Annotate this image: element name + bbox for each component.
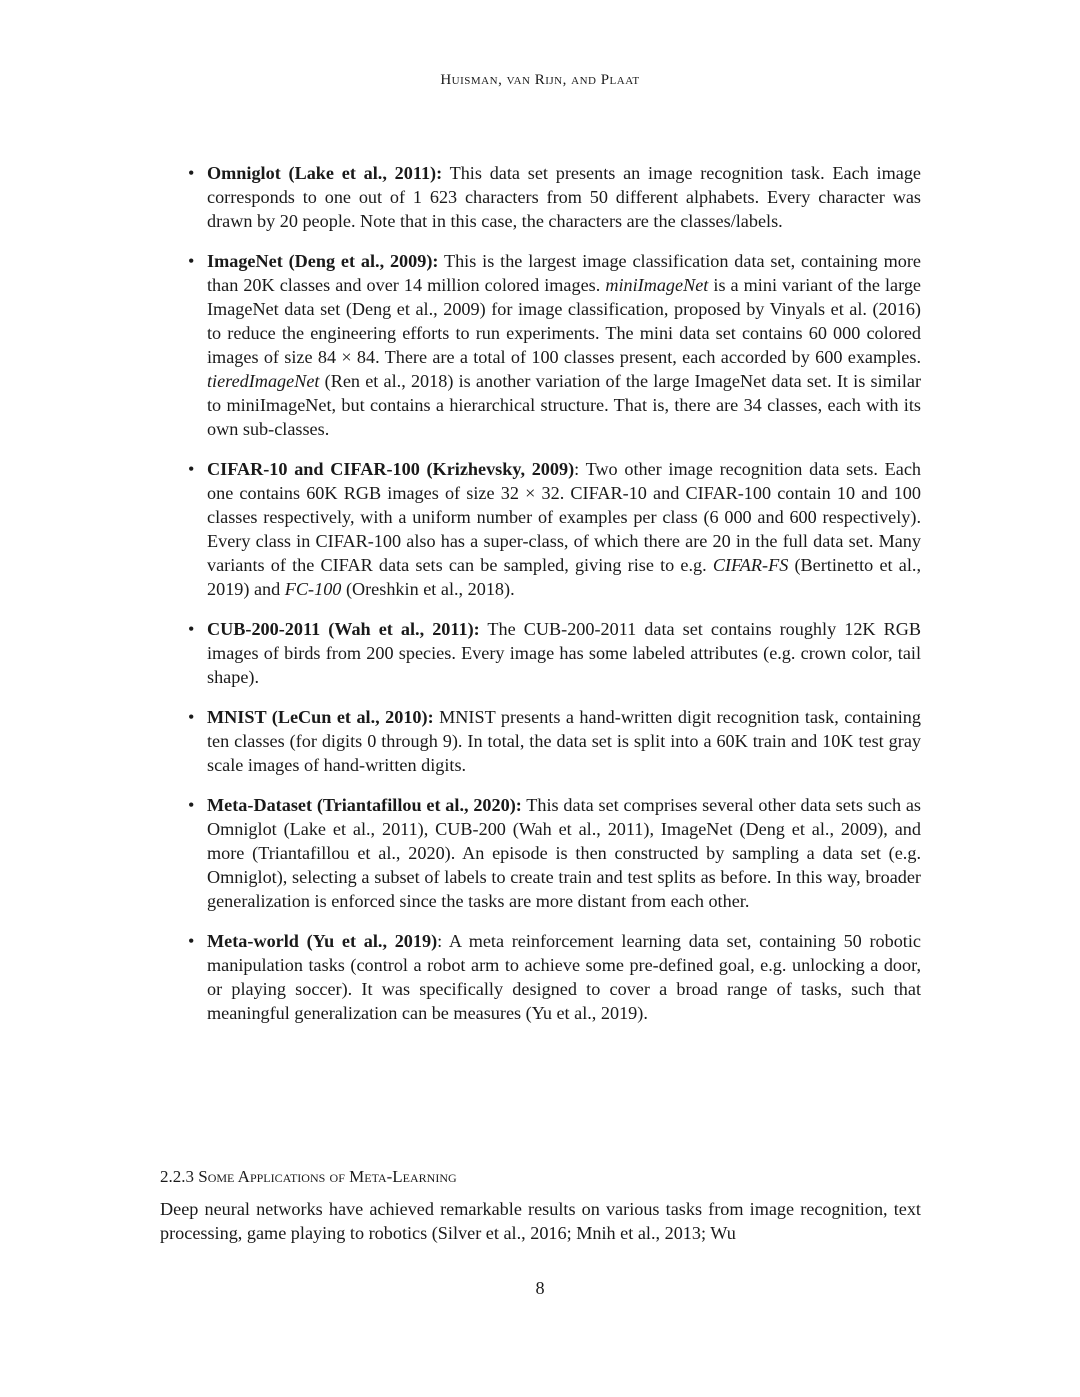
italic-term: miniImageNet [605,275,709,295]
section-heading: 2.2.3 Some Applications of Meta-Learning [160,1167,457,1186]
item-title: Omniglot (Lake et al., 2011): [207,163,443,183]
list-item [160,457,921,601]
body-paragraph: Deep neural networks have achieved remarkable results on various tasks from image recognition, text processing, game playing to robotics (Silver et al., 2016; Mnih et al., 2013; Wu [160,1199,921,1243]
bullet-icon: • [188,931,195,951]
list-item [160,929,921,1025]
item-text: This is the largest image classification data set, containing more than 20K classes and over 14 million colored images. [207,251,921,295]
running-header: Huisman, van Rijn, and Plaat [440,72,640,88]
item-text: is a mini variant of the large ImageNet data set (Deng et al., 2009) for image classification, proposed by Vinyals et al. (2016) to reduce the engineering efforts to run experiments. The mini data set contains 60 000 colored images of size 84 × 84. There are a total of 100 classes present, each accorded by 600 examples. [207,275,921,367]
list-item [160,705,921,777]
item-text: The CUB-200-2011 data set contains roughly 12K RGB images of birds from 200 species. Every image has some labeled attributes (e.g. crown color, tail shape). [207,619,922,687]
page-number: 8 [535,1278,545,1298]
item-text: : A meta reinforcement learning data set, containing 50 robotic manipulation tasks (control a robot arm to achieve some pre-defined goal, e.g. unlocking a door, or playing soccer). It was specifically designed to cover a broad range of tasks, such that meaningful generalization can be measures (Yu et al., 2019). [207,931,921,1023]
item-text: : Two other image recognition data sets. Each one contains 60K RGB images of size 32 × 32. CIFAR-10 and CIFAR-100 contain 10 and 100 classes respectively, with a uniform number of examples per class (6 000 and 600 respectively). Every class in CIFAR-100 also has a super-class, of which there are 20 in the full data set. Many variants of the CIFAR data sets can be sampled, giving rise to e.g. [207,459,921,575]
item-title: CUB-200-2011 (Wah et al., 2011): [207,619,480,639]
bullet-icon: • [188,459,195,479]
bullet-icon: • [188,163,195,183]
italic-term: FC-100 [284,579,342,599]
bullet-icon: • [188,707,195,727]
dataset-list [160,161,921,1041]
bullet-icon: • [188,795,195,815]
list-item [160,161,921,233]
item-title: CIFAR-10 and CIFAR-100 (Krizhevsky, 2009) [207,459,575,479]
item-text: (Bertinetto et al., 2019) and [207,555,921,599]
item-text: This data set comprises several other data sets such as Omniglot (Lake et al., 2011), CUB-200 (Wah et al., 2011), ImageNet (Deng et al., 2009), and more (Triantafillou et al., 2020). An episode is then constructed by sampling a data set (e.g. Omniglot), selecting a subset of labels to create train and test splits as before. In this way, broader generalization is enforced since the tasks are more distant from each other. [207,795,921,911]
item-text: This data set presents an image recognition task. Each image corresponds to one out of 1 623 characters from 50 different alphabets. Every character was drawn by 20 people. Note that in this case, the characters are the classes/labels. [207,163,921,231]
item-text: MNIST presents a hand-written digit recognition task, containing ten classes (for digits 0 through 9). In total, the data set is split into a 60K train and 10K test gray scale images of hand-written digits. [207,707,921,775]
bullet-icon: • [188,251,195,271]
italic-term: CIFAR-FS [712,555,789,575]
italic-term: tieredImageNet [207,371,320,391]
item-title: MNIST (LeCun et al., 2010): [207,707,434,727]
item-text: (Ren et al., 2018) is another variation of the large ImageNet data set. It is similar to miniImageNet, but contains a hierarchical structure. That is, there are 34 classes, each with its own sub-classes. [207,371,921,439]
item-title: ImageNet (Deng et al., 2009): [207,251,439,271]
list-item [160,793,921,913]
bullet-icon: • [188,619,195,639]
list-item [160,249,921,441]
item-text: (Oreshkin et al., 2018). [341,579,515,599]
item-title: Meta-world (Yu et al., 2019) [207,931,438,951]
list-item [160,617,921,689]
item-title: Meta-Dataset (Triantafillou et al., 2020): [207,795,522,815]
